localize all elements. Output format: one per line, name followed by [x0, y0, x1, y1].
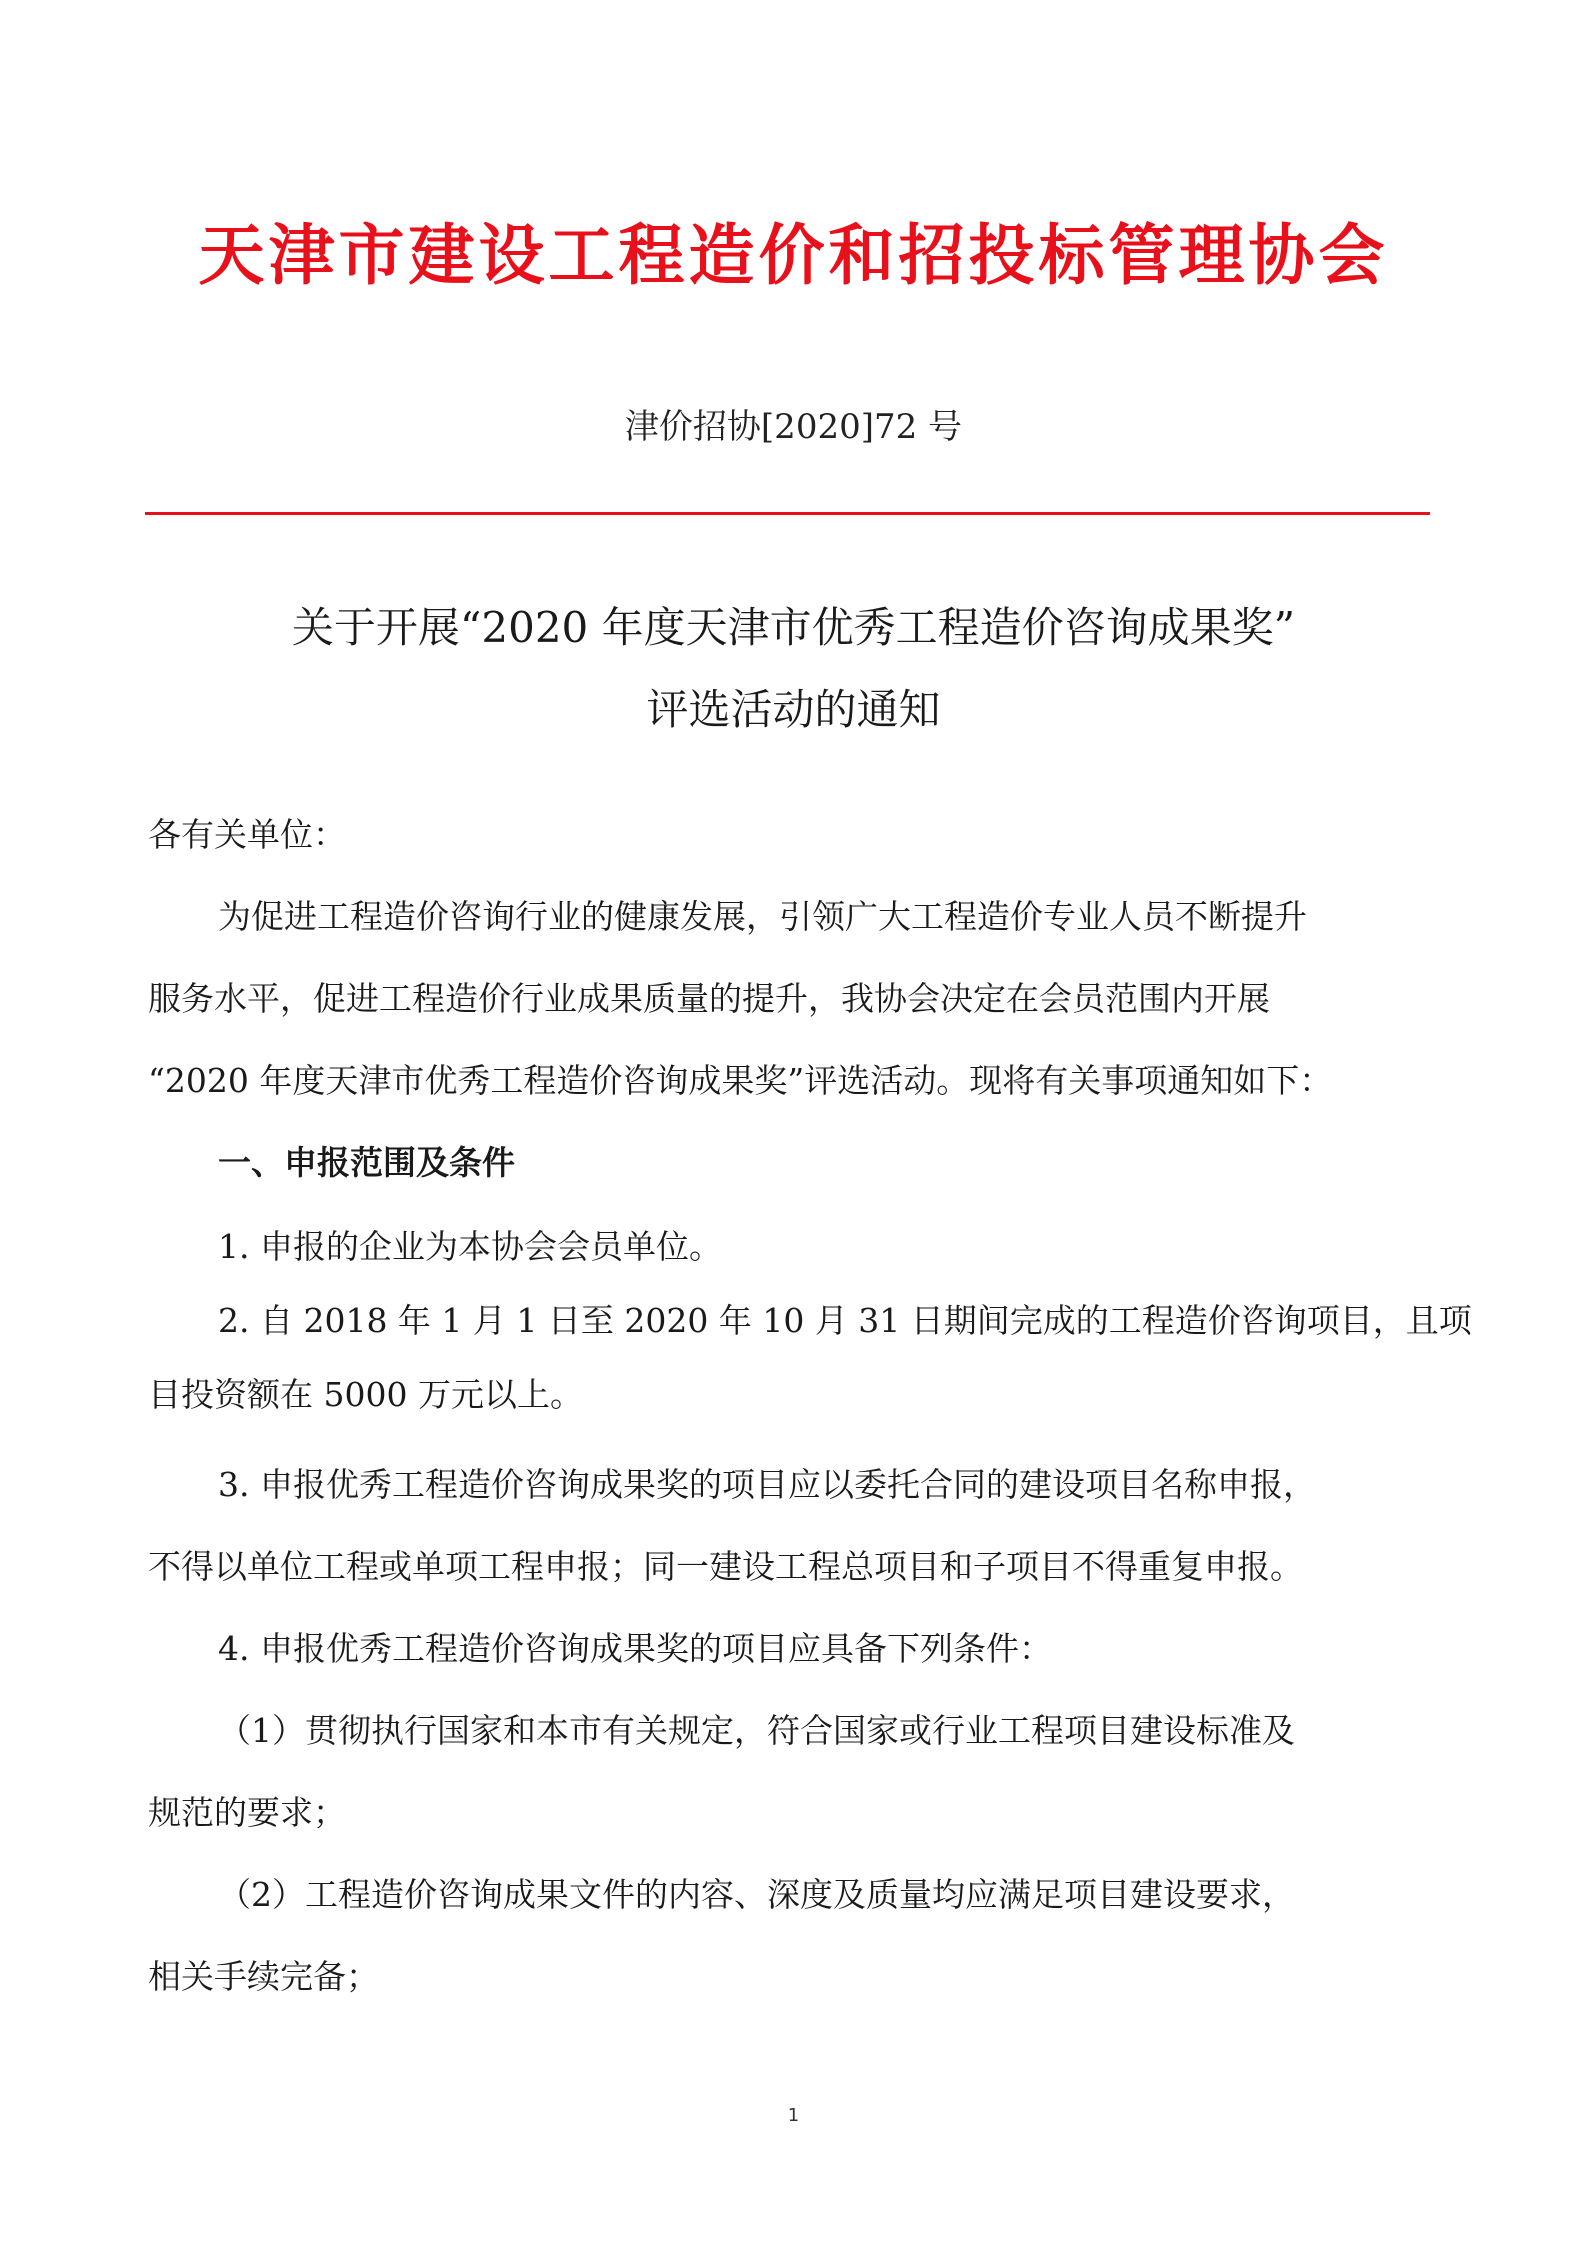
salutation: 各有关单位： — [148, 815, 346, 854]
condition-1-line-2: 规范的要求； — [148, 1793, 346, 1832]
page-number: 1 — [787, 2105, 800, 2126]
item-3-line-2: 不得以单位工程或单项工程申报；同一建设工程总项目和子项目不得重复申报。 — [148, 1547, 1303, 1586]
section-heading-scope: 一、申报范围及条件 — [218, 1143, 515, 1182]
notice-title-line-1: 关于开展“2020 年度天津市优秀工程造价咨询成果奖” — [291, 603, 1296, 652]
item-1: 1. 申报的企业为本协会会员单位。 — [218, 1227, 722, 1266]
item-2-line-1: 2. 自 2018 年 1 月 1 日至 2020 年 10 月 31 日期间完成的工程造价咨询项目，且项 — [218, 1301, 1472, 1340]
red-divider-line — [145, 512, 1430, 515]
intro-line-1: 为促进工程造价咨询行业的健康发展，引领广大工程造价专业人员不断提升 — [218, 897, 1307, 936]
intro-line-2: 服务水平，促进工程造价行业成果质量的提升，我协会决定在会员范围内开展 — [148, 979, 1270, 1018]
intro-line-3: “2020 年度天津市优秀工程造价咨询成果奖”评选活动。现将有关事项通知如下： — [148, 1061, 1333, 1100]
notice-title-line-2: 评选活动的通知 — [646, 685, 941, 734]
condition-2-line-1: （2）工程造价咨询成果文件的内容、深度及质量均应满足项目建设要求， — [218, 1875, 1295, 1914]
item-3-line-1: 3. 申报优秀工程造价咨询成果奖的项目应以委托合同的建设项目名称申报， — [218, 1465, 1316, 1504]
issuing-organization-header: 天津市建设工程造价和招投标管理协会 — [198, 216, 1389, 294]
condition-1-line-1: （1）贯彻执行国家和本市有关规定，符合国家或行业工程项目建设标准及 — [218, 1711, 1295, 1750]
condition-2-line-2: 相关手续完备； — [148, 1957, 379, 1996]
item-2-line-2: 目投资额在 5000 万元以上。 — [148, 1375, 583, 1414]
item-4: 4. 申报优秀工程造价咨询成果奖的项目应具备下列条件： — [218, 1629, 1052, 1668]
document-number: 津价招协[2020]72 号 — [624, 407, 963, 447]
